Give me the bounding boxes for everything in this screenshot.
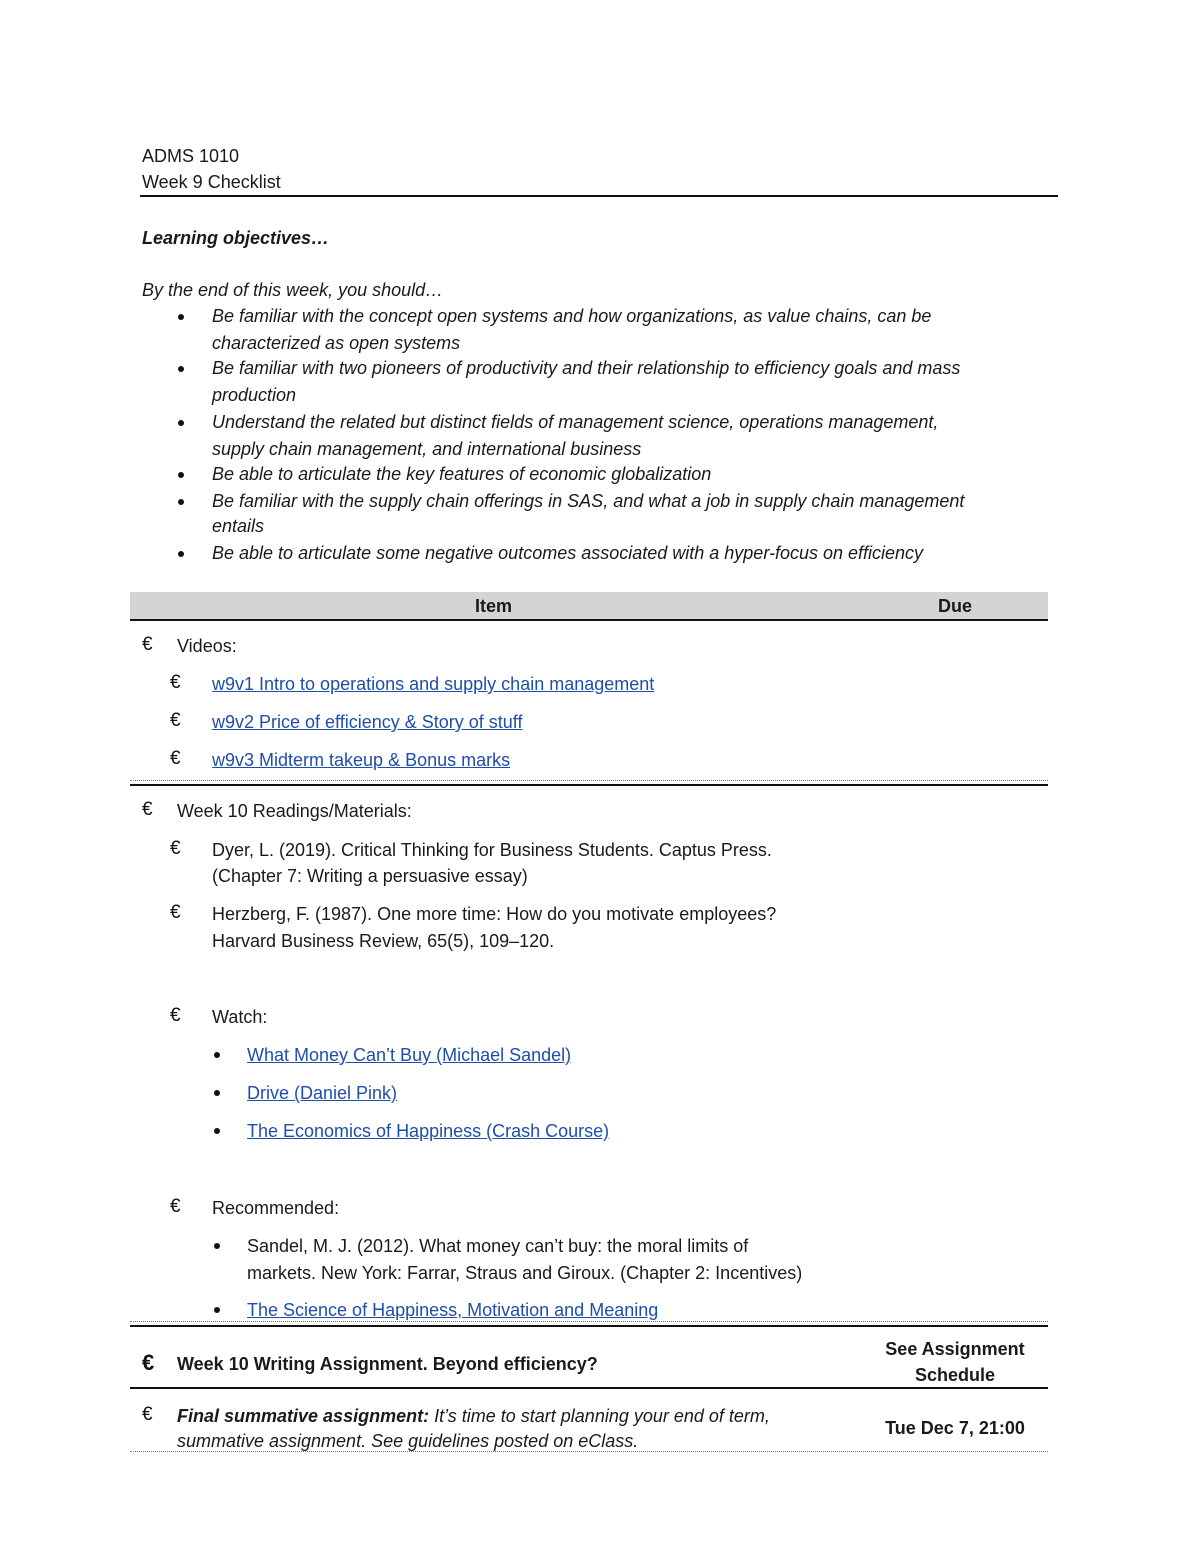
objective-item-cont: entails bbox=[212, 516, 265, 536]
checkbox-icon[interactable]: € bbox=[142, 634, 153, 655]
bullet-icon bbox=[178, 366, 184, 372]
recommended-link-happiness[interactable]: The Science of Happiness, Motivation and Meaning bbox=[247, 1300, 659, 1320]
objective-item-cont: supply chain management, and international business bbox=[212, 439, 642, 459]
final-assignment-due: Tue Dec 7, 21:00 bbox=[885, 1418, 1025, 1438]
bullet-icon bbox=[214, 1307, 220, 1313]
objective-item: Understand the related but distinct fields of management science, operations management, bbox=[212, 412, 939, 432]
objective-item: Be familiar with the supply chain offerings in SAS, and what a job in supply chain management bbox=[212, 491, 965, 511]
objective-item-cont: production bbox=[212, 385, 297, 405]
page-title: Week 9 Checklist bbox=[142, 172, 281, 192]
final-assignment-line2: summative assignment. See guidelines posted on eClass. bbox=[177, 1431, 639, 1451]
final-assignment-text: It’s time to start planning your end of term, bbox=[429, 1406, 770, 1426]
bullet-icon bbox=[214, 1243, 220, 1249]
checkbox-icon[interactable]: € bbox=[170, 1196, 181, 1217]
column-header-due: Due bbox=[938, 596, 973, 616]
video-link-w9v3[interactable]: w9v3 Midterm takeup & Bonus marks bbox=[212, 750, 511, 770]
bullet-icon bbox=[178, 499, 184, 505]
table-bottom-rule bbox=[130, 1451, 1048, 1452]
reading-dyer-cont: (Chapter 7: Writing a persuasive essay) bbox=[212, 866, 528, 886]
bullet-icon bbox=[178, 314, 184, 320]
videos-label: Videos: bbox=[177, 636, 237, 656]
checkbox-icon[interactable]: € bbox=[170, 748, 181, 769]
final-assignment-title: Final summative assignment: bbox=[177, 1406, 430, 1426]
objective-item: Be able to articulate the key features of economic globalization bbox=[212, 464, 712, 484]
checkbox-icon[interactable]: € bbox=[170, 902, 181, 923]
objectives-heading: Learning objectives… bbox=[142, 228, 330, 248]
watch-link-pink[interactable]: Drive (Daniel Pink) bbox=[247, 1083, 398, 1103]
bullet-icon bbox=[214, 1090, 220, 1096]
objective-item: Be familiar with two pioneers of productivity and their relationship to efficiency goals and mass bbox=[212, 358, 961, 378]
table-header bbox=[130, 592, 1048, 621]
objectives-intro: By the end of this week, you should… bbox=[142, 280, 444, 300]
final-assignment-line1 bbox=[177, 1406, 770, 1427]
video-link-w9v1[interactable]: w9v1 Intro to operations and supply chain management bbox=[212, 674, 655, 694]
recommended-sandel-cont: markets. New York: Farrar, Straus and Giroux. (Chapter 2: Incentives) bbox=[247, 1263, 803, 1283]
reading-dyer: Dyer, L. (2019). Critical Thinking for Business Students. Captus Press. bbox=[212, 840, 772, 860]
objective-item: Be able to articulate some negative outcomes associated with a hyper-focus on efficiency bbox=[212, 543, 924, 563]
bullet-icon bbox=[214, 1128, 220, 1134]
bullet-icon bbox=[214, 1052, 220, 1058]
checkbox-icon[interactable]: € bbox=[170, 838, 181, 859]
checkbox-icon[interactable]: € bbox=[142, 1350, 155, 1375]
course-code: ADMS 1010 bbox=[142, 146, 240, 166]
watch-link-crash-course[interactable]: The Economics of Happiness (Crash Course) bbox=[247, 1121, 610, 1141]
checkbox-icon[interactable]: € bbox=[170, 710, 181, 731]
row-divider bbox=[130, 1387, 1048, 1389]
checkbox-icon[interactable]: € bbox=[170, 1005, 181, 1026]
column-header-item: Item bbox=[475, 596, 513, 616]
reading-herzberg: Herzberg, F. (1987). One more time: How do you motivate employees? bbox=[212, 904, 777, 924]
row-divider bbox=[130, 1325, 1048, 1327]
row-divider bbox=[130, 1321, 1048, 1322]
objective-item-cont: characterized as open systems bbox=[212, 333, 461, 353]
checkbox-icon[interactable]: € bbox=[142, 1404, 153, 1425]
row-divider bbox=[130, 784, 1048, 786]
checkbox-icon[interactable]: € bbox=[142, 799, 153, 820]
bullet-icon bbox=[178, 420, 184, 426]
watch-link-sandel[interactable]: What Money Can’t Buy (Michael Sandel) bbox=[247, 1045, 572, 1065]
readings-label: Week 10 Readings/Materials: bbox=[177, 801, 412, 821]
checkbox-icon[interactable]: € bbox=[170, 672, 181, 693]
writing-assignment-due-cont: Schedule bbox=[914, 1365, 996, 1385]
recommended-sandel: Sandel, M. J. (2012). What money can’t buy: the moral limits of bbox=[247, 1236, 749, 1256]
watch-label: Watch: bbox=[212, 1007, 268, 1027]
recommended-label: Recommended: bbox=[212, 1198, 340, 1218]
header-rule bbox=[140, 195, 1058, 197]
objective-item: Be familiar with the concept open systems and how organizations, as value chains, can be bbox=[212, 306, 932, 326]
writing-assignment-label: Week 10 Writing Assignment. Beyond efficiency? bbox=[177, 1354, 598, 1374]
video-link-w9v2[interactable]: w9v2 Price of efficiency & Story of stuff bbox=[212, 712, 523, 732]
writing-assignment-due: See Assignment bbox=[885, 1339, 1025, 1359]
reading-herzberg-cont: Harvard Business Review, 65(5), 109–120. bbox=[212, 931, 555, 951]
bullet-icon bbox=[178, 551, 184, 557]
bullet-icon bbox=[178, 472, 184, 478]
row-divider bbox=[130, 780, 1048, 781]
